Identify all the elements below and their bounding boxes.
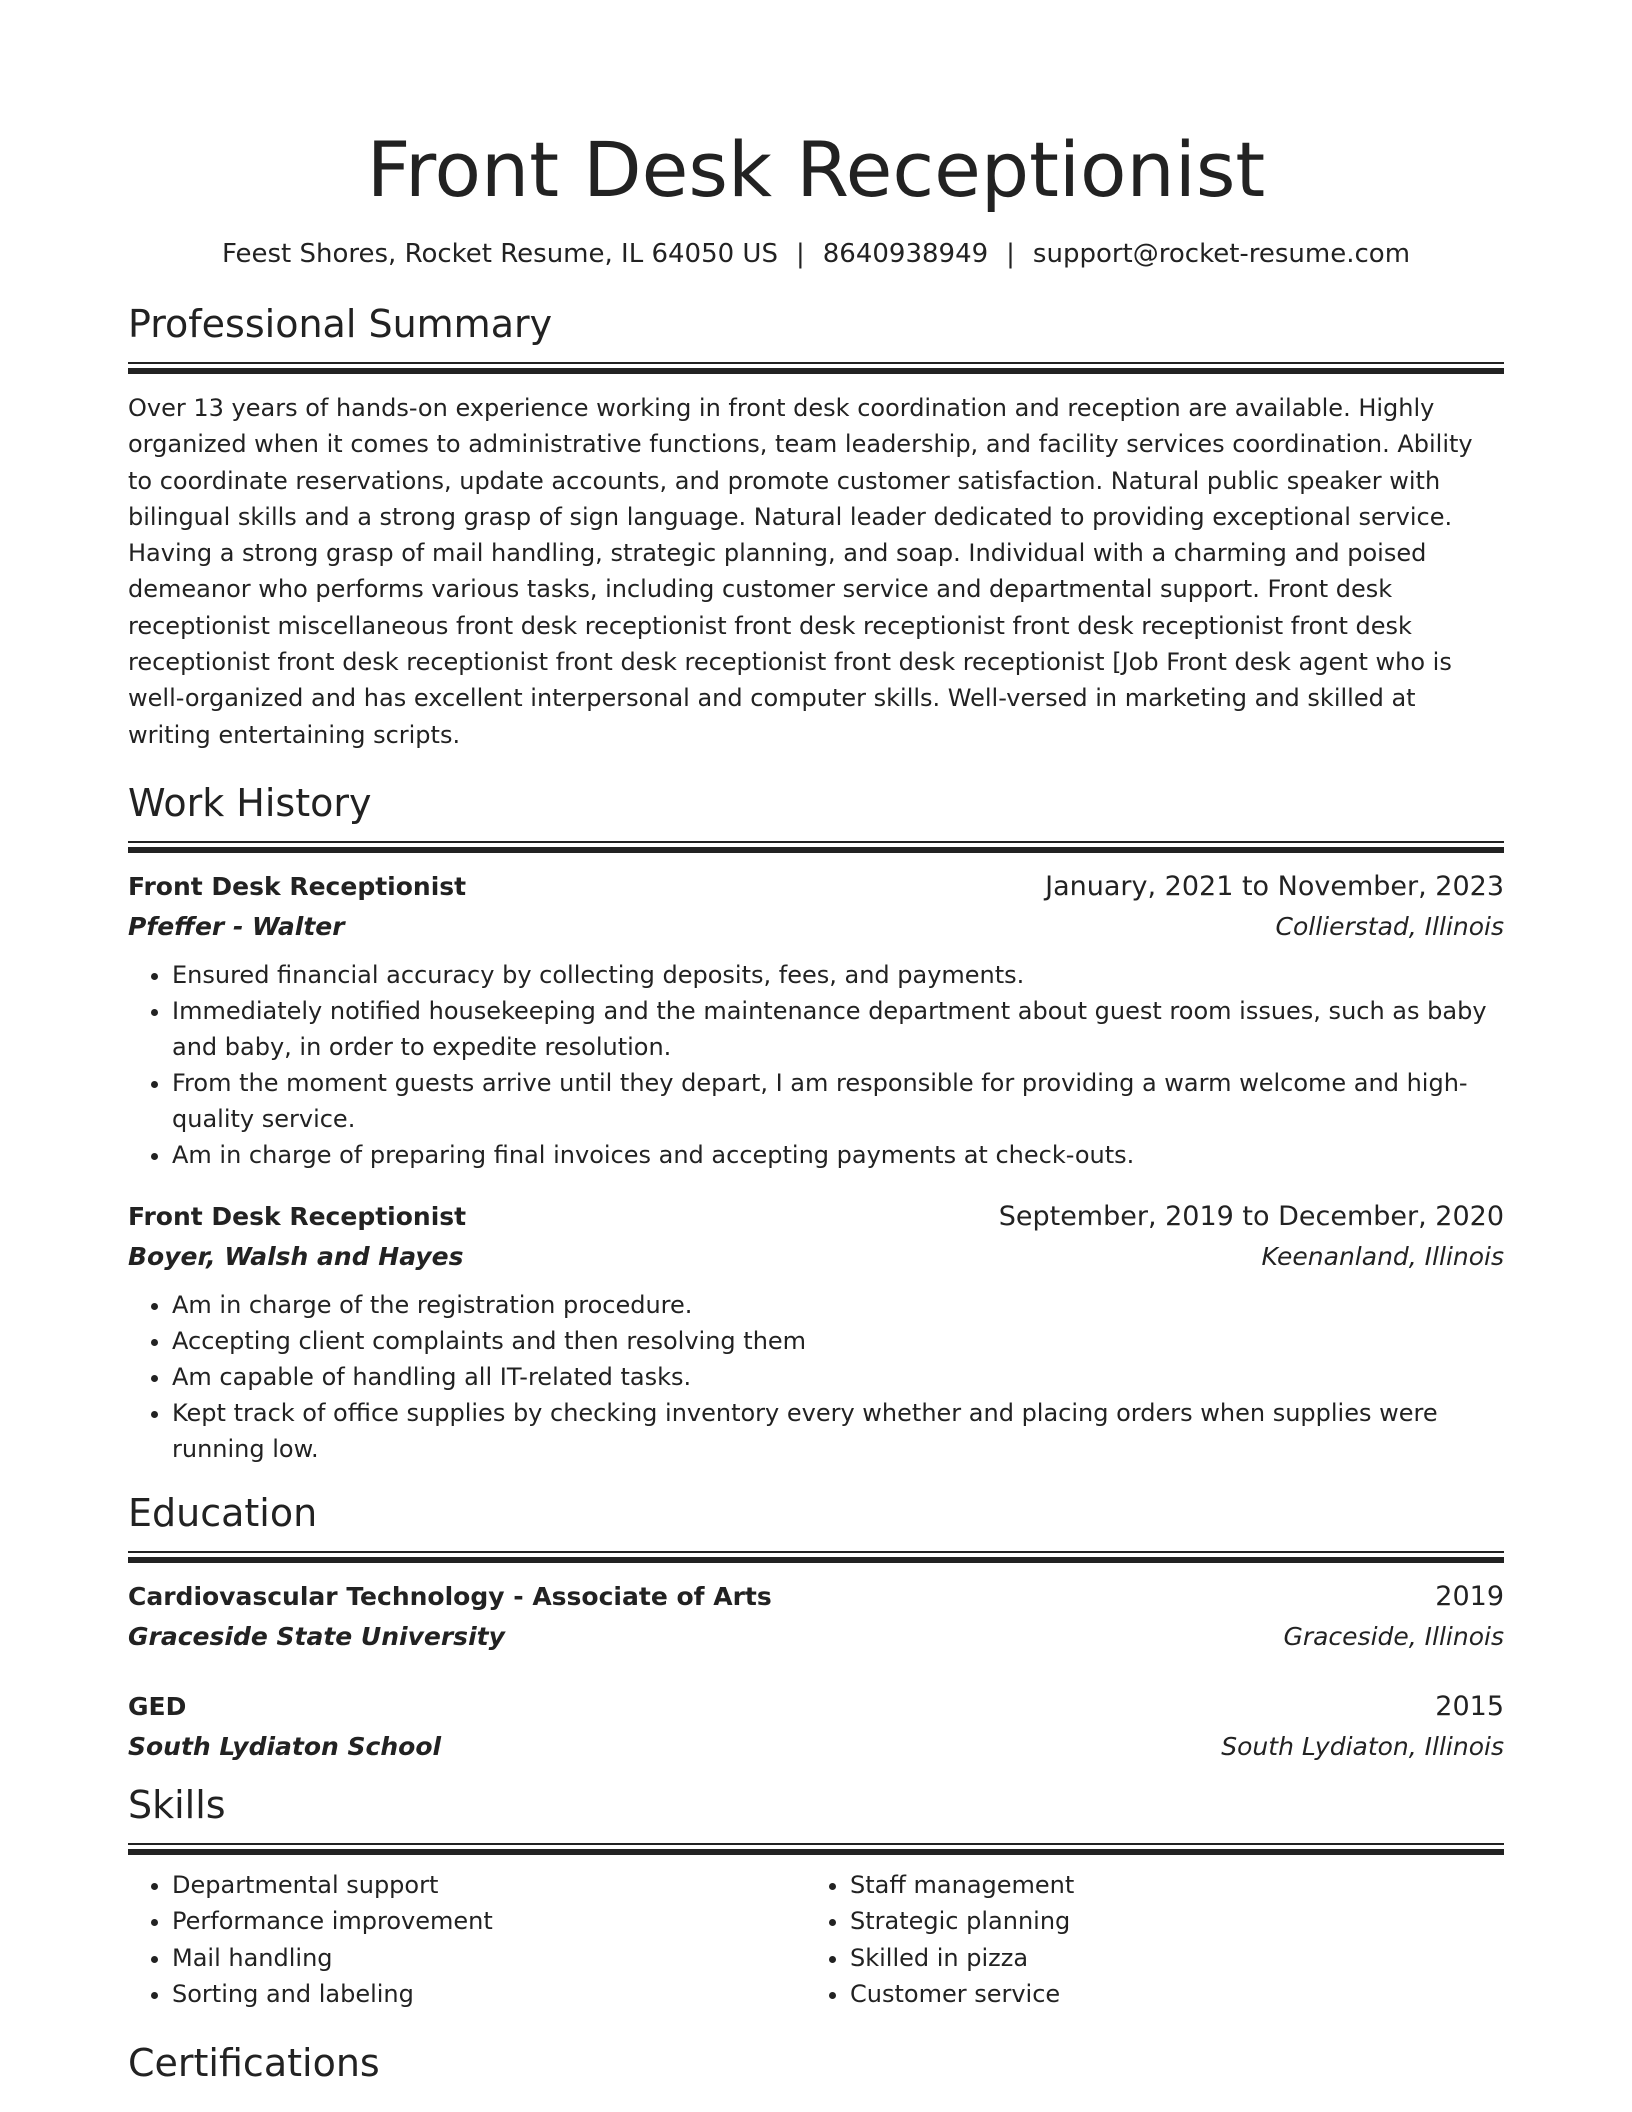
skill-item: • Sorting and labeling	[172, 1976, 806, 2013]
skills-section	[128, 1781, 1504, 2013]
job-bullet: • Am in charge of the registration procedure.	[172, 1287, 1504, 1323]
job-bullet: • Accepting client complaints and then resolving them	[172, 1323, 1504, 1359]
section-divider	[128, 1843, 1504, 1855]
job-company-row	[128, 1237, 1504, 1277]
education-header-row	[128, 1687, 1504, 1727]
section-title-work-history: Work History	[128, 780, 372, 825]
education-year: 2019	[1435, 1580, 1504, 1612]
skill-item: • Mail handling	[172, 1940, 806, 1977]
job-company-row	[128, 907, 1504, 947]
education-header-row	[128, 1577, 1504, 1617]
education-section	[128, 1489, 1504, 1767]
certifications-section	[128, 2039, 1504, 2087]
job-company: Pfeffer - Walter	[128, 911, 345, 941]
education-location: Graceside, Illinois	[1283, 1621, 1504, 1651]
skill-item: • Strategic planning	[850, 1903, 1484, 1940]
summary-section	[128, 300, 1504, 753]
section-divider	[128, 841, 1504, 853]
skill-item: • Customer service	[850, 1976, 1484, 2013]
education-school-row	[128, 1727, 1504, 1767]
contact-address: Feest Shores, Rocket Resume, IL 64050 US	[221, 239, 778, 269]
job-bullet: • Am in charge of preparing final invoices and accepting payments at check-outs.	[172, 1137, 1504, 1173]
job-bullet: • Am capable of handling all IT-related tasks.	[172, 1359, 1504, 1395]
job-bullet: • From the moment guests arrive until they depart, I am responsible for providing a warm welcome and high-quality service.	[172, 1065, 1504, 1137]
skill-item: • Skilled in pizza	[850, 1940, 1484, 1977]
job-bullet: • Kept track of office supplies by checking inventory every whether and placing orders when supplies were running low.	[172, 1395, 1504, 1467]
job-dates: January, 2021 to November, 2023	[1045, 870, 1504, 902]
job-bullet: • Immediately notified housekeeping and the maintenance department about guest room issues, such as baby and baby, in order to expedite resolution.	[172, 993, 1504, 1065]
summary-text: Over 13 years of hands-on experience working in front desk coordination and reception are available. Highly organized when it comes to administrative functions, team leadership, and facility services coordination. Ability to coordinate reservations, update accounts, and promote customer satisfaction. Natural public speaker with bilingual skills and a strong grasp of sign language. Natural leader dedicated to providing exceptional service. Having a strong grasp of mail handling, strategic planning, and soap. Individual with a charming and poised demeanor who performs various tasks, including customer service and departmental support. Front desk receptionist miscellaneous front desk receptionist front desk receptionist front desk receptionist front desk receptionist front desk receptionist front desk receptionist front desk receptionist [Job Front desk agent who is well-organized and has excellent interpersonal and computer skills. Well-versed in marketing and skilled at writing entertaining scripts.	[128, 394, 1473, 749]
job-title: Front Desk Receptionist	[128, 1201, 467, 1231]
skill-item: • Performance improvement	[172, 1903, 806, 1940]
education-entry	[128, 1687, 1504, 1767]
job-header-row	[128, 1197, 1504, 1237]
skills-columns	[128, 1867, 1504, 2013]
education-entry	[128, 1577, 1504, 1657]
education-school: South Lydiaton School	[128, 1731, 442, 1761]
job-entry	[128, 1197, 1504, 1467]
skill-item: • Staff management	[850, 1867, 1484, 1904]
education-degree: Cardiovascular Technology - Associate of Arts	[128, 1581, 772, 1611]
resume-name: Front Desk Receptionist	[366, 125, 1266, 214]
section-title-education: Education	[128, 1490, 318, 1535]
education-school: Graceside State University	[128, 1621, 505, 1651]
job-header-row	[128, 867, 1504, 907]
education-year: 2015	[1435, 1690, 1504, 1722]
job-bullet: • Ensured financial accuracy by collecting deposits, fees, and payments.	[172, 957, 1504, 993]
skills-list-right	[806, 1867, 1484, 2013]
job-bullets	[128, 957, 1504, 1173]
work-history-section	[128, 779, 1504, 1467]
job-entry	[128, 867, 1504, 1173]
section-divider	[128, 1551, 1504, 1563]
education-location: South Lydiaton, Illinois	[1221, 1731, 1504, 1761]
section-divider	[128, 362, 1504, 374]
contact-separator: |	[1006, 239, 1015, 269]
contact-line	[128, 236, 1504, 272]
job-location: Collierstad, Illinois	[1275, 911, 1504, 941]
section-title-certifications: Certifications	[128, 2040, 380, 2085]
job-title: Front Desk Receptionist	[128, 871, 467, 901]
contact-separator: |	[795, 239, 805, 269]
contact-phone: 8640938949	[822, 239, 989, 269]
contact-email: support@rocket-resume.com	[1032, 239, 1411, 269]
section-title-skills: Skills	[128, 1782, 226, 1827]
job-company: Boyer, Walsh and Hayes	[128, 1241, 464, 1271]
job-location: Keenanland, Illinois	[1261, 1241, 1504, 1271]
section-title-summary: Professional Summary	[128, 302, 553, 346]
job-bullets	[128, 1287, 1504, 1467]
resume-page	[128, 0, 1504, 2087]
job-dates: September, 2019 to December, 2020	[998, 1200, 1504, 1232]
education-school-row	[128, 1617, 1504, 1657]
skills-list-left	[128, 1867, 806, 2013]
education-degree: GED	[128, 1691, 187, 1721]
skill-item: • Departmental support	[172, 1867, 806, 1904]
